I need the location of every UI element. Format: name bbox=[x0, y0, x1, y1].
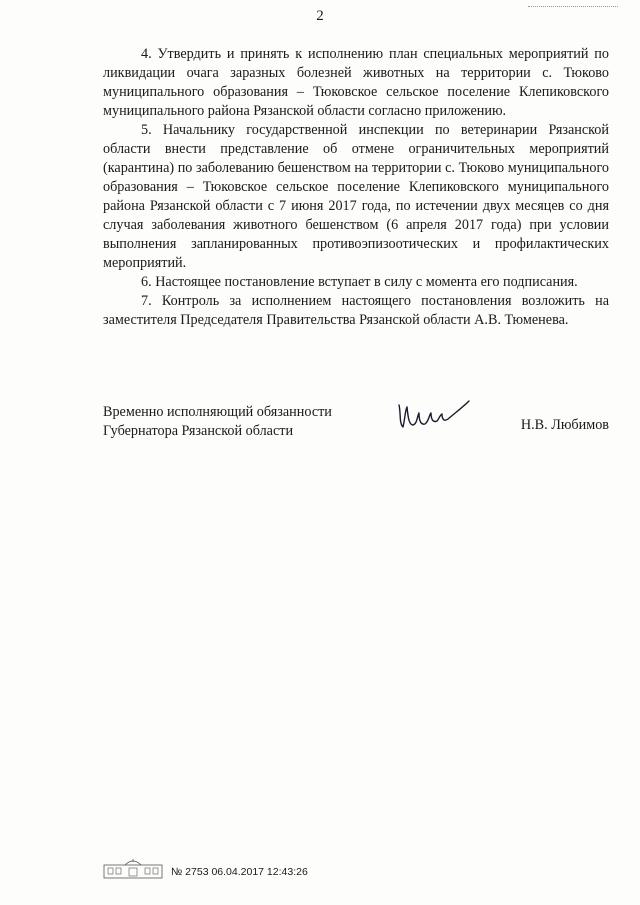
registration-stamp-text: № 2753 06.04.2017 12:43:26 bbox=[171, 866, 308, 878]
registry-stamp-icon bbox=[103, 858, 163, 880]
registration-footer bbox=[103, 858, 403, 882]
signer-position-line-1: Временно исполняющий обязанности bbox=[103, 404, 332, 420]
signer-position bbox=[103, 403, 332, 441]
handwritten-signature bbox=[393, 397, 473, 437]
signer-name: Н.В. Любимов bbox=[520, 417, 609, 433]
signature-block bbox=[103, 403, 609, 443]
paragraph-7: 7. Контроль за исполнением настоящего постановления возложить на заместителя Председателя Правительства Рязанской области А.В. Тюменева. bbox=[103, 293, 609, 328]
paragraph-4: 4. Утвердить и принять к исполнению план специальных мероприятий по ликвидации очага заразных болезней животных на территории с. Тюково муниципального образования – Тюковское сельское поселение Клепиковского муниципального района Рязанской области согласно приложению. bbox=[103, 46, 609, 119]
paragraph-6: 6. Настоящее постановление вступает в силу с момента его подписания. bbox=[141, 274, 578, 290]
paragraph-5: 5. Начальнику государственной инспекции по ветеринарии Рязанской области внести представление об отмене ограничительных мероприятий (карантина) по заболеванию бешенством на территории с. Тюково муниципального образования – Тюковское сельское поселение Клепиковского муниципального района Рязанской области с 7 июня 2017 года, по истечении двух месяцев со дня случая заболевания животного бешенством (6 апреля 2017 года) при условии выполнения запланированных противоэпизоотических и профилактических мероприятий. bbox=[103, 122, 609, 271]
document-body bbox=[103, 45, 609, 330]
signer-position-line-2: Губернатора Рязанской области bbox=[103, 423, 294, 439]
page-number: 2 bbox=[316, 8, 324, 24]
